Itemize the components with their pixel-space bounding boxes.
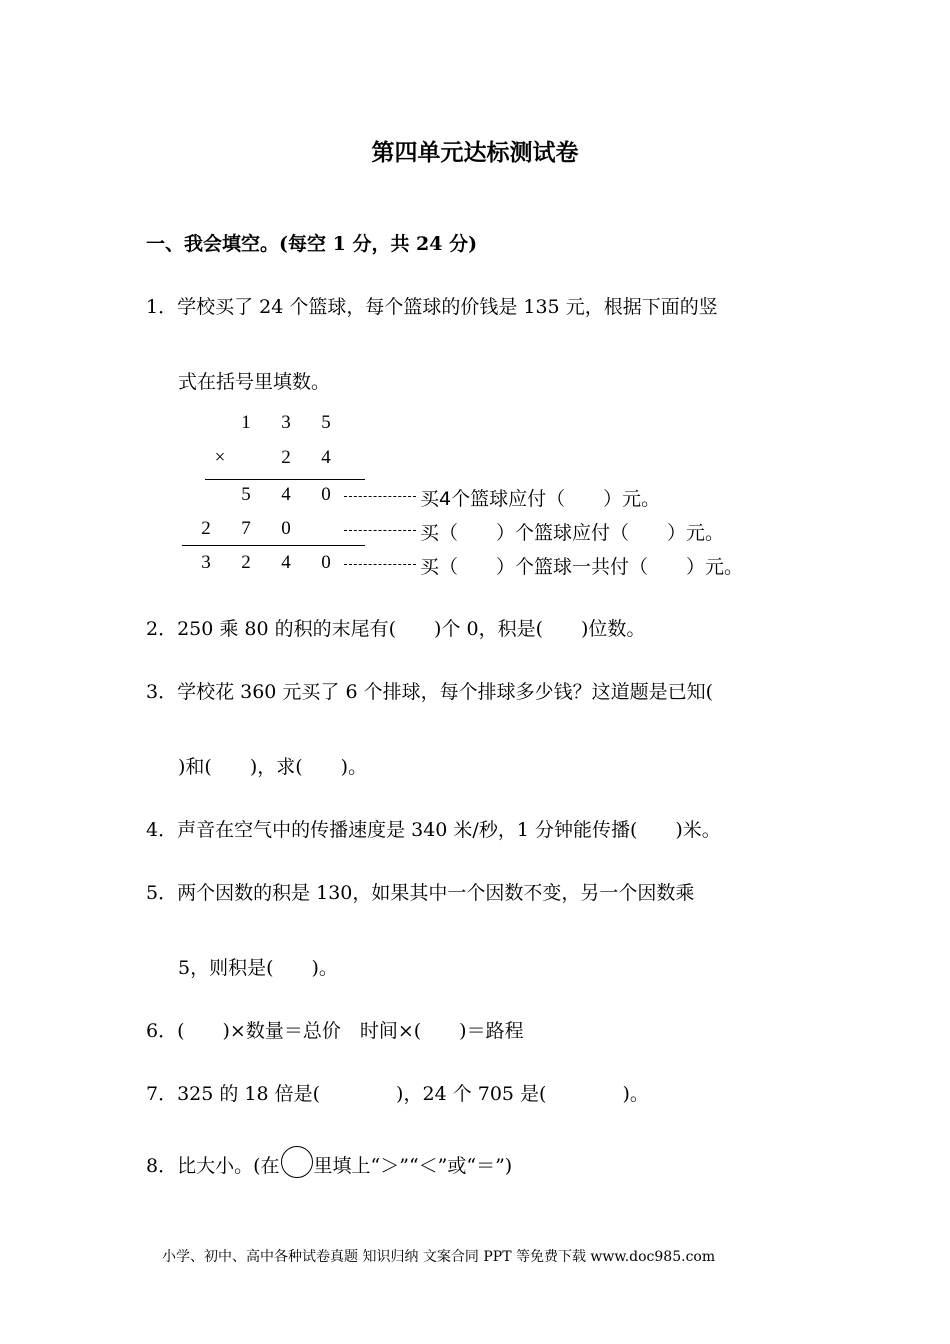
calc-digit: 7: [241, 518, 251, 539]
calc-digit: 1: [241, 412, 251, 433]
question-3-line-1: 3．学校花 360 元买了 6 个排球，每个排球多少钱？这道题是已知(: [146, 681, 714, 703]
section-heading-fill-in: 一、我会填空。(每空 1 分，共 24 分): [146, 233, 478, 255]
annotation-row-3: 买（ ）个篮球一共付（ ）元。: [420, 556, 744, 578]
calc-divider-line: [182, 545, 365, 546]
question-5-line-2: 5，则积是( )。: [178, 957, 338, 979]
calc-digit: 2: [281, 447, 291, 468]
question-8-text-after: 里填上“＞”“＜”或“＝”): [313, 1155, 513, 1177]
question-2: 2．250 乘 80 的积的末尾有( )个 0，积是( )位数。: [146, 618, 646, 640]
leader-line: [344, 530, 416, 531]
calc-digit: 3: [281, 412, 291, 433]
leader-line: [344, 564, 416, 565]
calc-digit: 0: [321, 484, 331, 505]
calc-divider-line: [205, 479, 365, 480]
question-8: [146, 1146, 512, 1178]
question-6: 6．( )×数量＝总价 时间×( )＝路程: [146, 1020, 524, 1042]
calc-digit: 3: [201, 552, 211, 573]
calc-digit: 0: [321, 552, 331, 573]
calc-digit: 5: [241, 484, 251, 505]
question-5-line-1: 5．两个因数的积是 130，如果其中一个因数不变，另一个因数乘: [146, 882, 695, 904]
question-8-text-before: 8．比大小。(在: [146, 1155, 280, 1177]
calc-digit: 4: [281, 552, 291, 573]
annotation-row-2: 买（ ）个篮球应付（ ）元。: [420, 522, 725, 544]
calc-digit: 2: [201, 518, 211, 539]
question-1-line-2: 式在括号里填数。: [178, 371, 331, 393]
calc-digit: 4: [321, 447, 331, 468]
question-1-line-1: 1．学校买了 24 个篮球，每个篮球的价钱是 135 元，根据下面的竖: [146, 296, 718, 318]
calc-digit: 5: [321, 412, 331, 433]
leader-line: [344, 496, 416, 497]
page-title: 第四单元达标测试卷: [371, 140, 579, 166]
calc-digit: 0: [281, 518, 291, 539]
page-footer: 小学、初中、高中各种试卷真题 知识归纳 文案合同 PPT 等免费下载 www.doc985.com: [162, 1249, 716, 1265]
question-3-line-2: )和( )，求( )。: [178, 756, 368, 778]
compare-circle-icon: [281, 1146, 313, 1178]
question-4: 4．声音在空气中的传播速度是 340 米/秒，1 分钟能传播( )米。: [146, 819, 721, 841]
question-7: 7．325 的 18 倍是( )，24 个 705 是( )。: [146, 1083, 649, 1105]
calc-digit: 2: [241, 552, 251, 573]
calc-digit: 4: [281, 484, 291, 505]
annotation-row-1: 买4个篮球应付（ ）元。: [420, 488, 661, 510]
times-sign: ×: [214, 447, 226, 468]
